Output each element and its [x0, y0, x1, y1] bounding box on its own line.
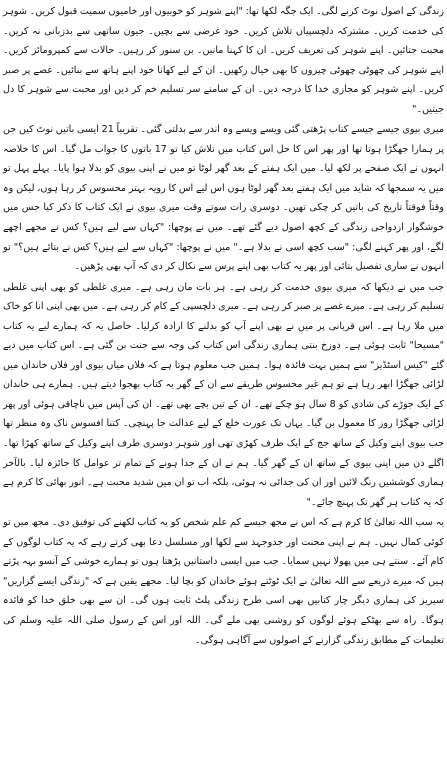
paragraph-4: یہ سب اللہ تعالیٰ کا کرم ہے کہ اس نے مجھ جیسے کم علم شخص کو یہ کتاب لکھنے کی توفیق دی۔ مجھ میں تو کوئی کمال نہیں۔ ہم نے اپنی محنت اور جدوجہد سے لکھا اور مسلسل دعا بھی کرتے رہے کہ یہ کتاب لوگوں کے کام آئے۔ سنتے ہی میں پھولا نہیں سمایا۔ جب میں ایسی داستانیں پڑھتا ہوں تو ہمارے خوشی کے آنسو بہہ پڑتے ہیں کہ میرے ذریعے سے اللہ تعالیٰ نے ایک ٹوٹتے ہوئے خاندان کو بچا لیا۔ مجھے یقین ہے کہ "زندگی ایسے گزاریں" سیریز کی ہماری دیگر چار کتابیں بھی اسی طرح زندگی پلٹ ثابت ہوں گی۔ ان سے بھی خلق خدا کو فائدہ ہوگا۔ راہ سے بھٹکے ہوئے لوگوں کو روشنی بھی ملے گی۔ اللہ اور اس کے رسول صلی اللہ علیہ وسلم کی تعلیمات کے مطابق زندگی گزارنے کے اصولوں سے آگاہی ہوگی۔: [3, 517, 444, 646]
paragraph-2: میری بیوی جیسے جیسے کتاب پڑھتی گئی ویسے ویسے وہ اندر سے بدلتی گئی۔ تقریباً 21 ایسی باتیں نوٹ کیں جن پر ہمارا جھگڑا ہوتا تھا اور پھر اس کا حل اس کتاب میں تلاش کیا تو 17 باتوں کا جواب مل گیا۔ اس کا خلاصہ انہوں نے ایک صفحے پر لکھ لیا۔ میں ایک ہفتے کے بعد گھر لوٹا تو میں نے اپنی بیوی کو بدلا ہوا پایا۔ پہلے پہل تو میں یہ سمجھا کہ شاید میں ایک ہفتے بعد گھر لوٹا ہوں اس لیے اس کا رویہ بہتر محسوس کر رہا ہوں، لیکن وہ وقتاً فوقتاً تاریخ کی باتیں کر چکی تھیں۔ دوسری رات سوتے وقت میری بیوی نے ایک کتاب کا ذکر کیا جس میں خوشگوار ازدواجی زندگی کے کچھ اصول دیے گئے تھے۔ میں نے پوچھا: "کہاں سے لیے ہیں؟ کس نے مجھے اچھے لگے، اور پھر کہنے لگی: "سب کچھ اسی نے بدلا ہے۔" میں نے پوچھا: "کہاں سے لیے ہیں؟ کس نے بتائے ہیں؟" تو انہوں نے ساری تفصیل بتائی اور پھر یہ کتاب بھی اپنے پرس سے نکال کر دی کہ آپ بھی پڑھیں۔: [3, 124, 444, 273]
paragraph-1: زندگی کے اصول نوٹ کرنے لگی۔ ایک جگہ لکھا تھا: "اپنے شوہر کو خوبیوں اور خامیوں سمیت قبول کریں۔ شوہر کی خدمت کریں۔ مشترکہ دلچسپیاں تلاش کریں۔ خود غرضی سے بچیں۔ جیون ساتھی سے بدزبانی نہ کریں۔ محبت جتائیں۔ اپنے شوہر کی تعریف کریں۔ ان کا کہنا مانیں۔ بن سنور کر رہیں۔ حالات سے کمپرومائز کریں۔ اپنے شوہر کی چھوٹی چھوٹی چیزوں کا بھی خیال رکھیں۔ ان کے لیے کھانا خود اپنے ہاتھ سے بنائیں۔ غصے پر صبر کریں۔ اپنے شوہر کو مجازی خدا کا درجہ دیں۔ ان کے سامنے سر تسلیم خم کر دیں اور محبت سے شوہر کا دل جیتیں۔": [3, 6, 444, 115]
paragraph-3: جب میں نے دیکھا کہ میری بیوی خدمت کر رہی ہے۔ ہر بات مان رہی ہے۔ میری غلطی کو بھی اپنی غلطی تسلیم کر رہی ہے۔ میرے غصے پر صبر کر رہی ہے۔ میری دلچسپی کے کام کر رہی ہے۔ میں بھی اپنی انا کو خاک میں ملا رہا ہے۔ اس قربانی پر میں نے بھی اپنے آپ کو بدلنے کا ارادہ کرلیا۔ حاصل یہ کہ ہمارے لیے یہ کتاب "مسیحا" ثابت ہوئی ہے۔ دوزخ بنتی ہماری زندگی اس کتاب کی وجہ سے جنت بن گئی ہے۔ اس کتاب میں دیے گئے "کیس اسٹڈیز" سے ہمیں بہت فائدہ ہوا۔ ہمیں جب معلوم ہوتا ہے کہ فلاں میاں بیوی اور فلاں خاندان میں لڑائی جھگڑا ابھر رہا ہے تو ہم غیر محسوس طریقے سے ان کے گھر یہ کتاب بھجوا دیتے ہیں۔ ہمارے ہی خاندان کے ایک جوڑے کی شادی کو 8 سال ہو چکے تھے۔ ان کے تین بچے بھی تھے۔ ان کی آپس میں ناچاقی ہوئی اور پھر لڑائی جھگڑا روز کا معمول بن گیا۔ یہاں تک عورت خلع کے لیے عدالت جا پہنچی۔ کتنا افسوس ناک وہ منظر تھا جب بیوی اپنے وکیل کے ساتھ جج کے ایک طرف کھڑی تھی اور شوہر دوسری طرف اپنے وکیل کے ساتھ کھڑا تھا۔ اگلے دن میں اپنی بیوی کے ساتھ ان کے گھر گیا۔ ہم نے ان کے جدا ہونے کے تمام تر عوامل کا جائزہ لیا۔ بالآخر ہماری کوششیں رنگ لائیں اور ان کی جدائی نہ ہوئی، بلکہ اب تو ان میں شدید محبت ہے۔ انور بھائی کا کرم ہے کہ یہ کتاب ہر گھر تک پہنچ جائے۔": [3, 281, 444, 508]
